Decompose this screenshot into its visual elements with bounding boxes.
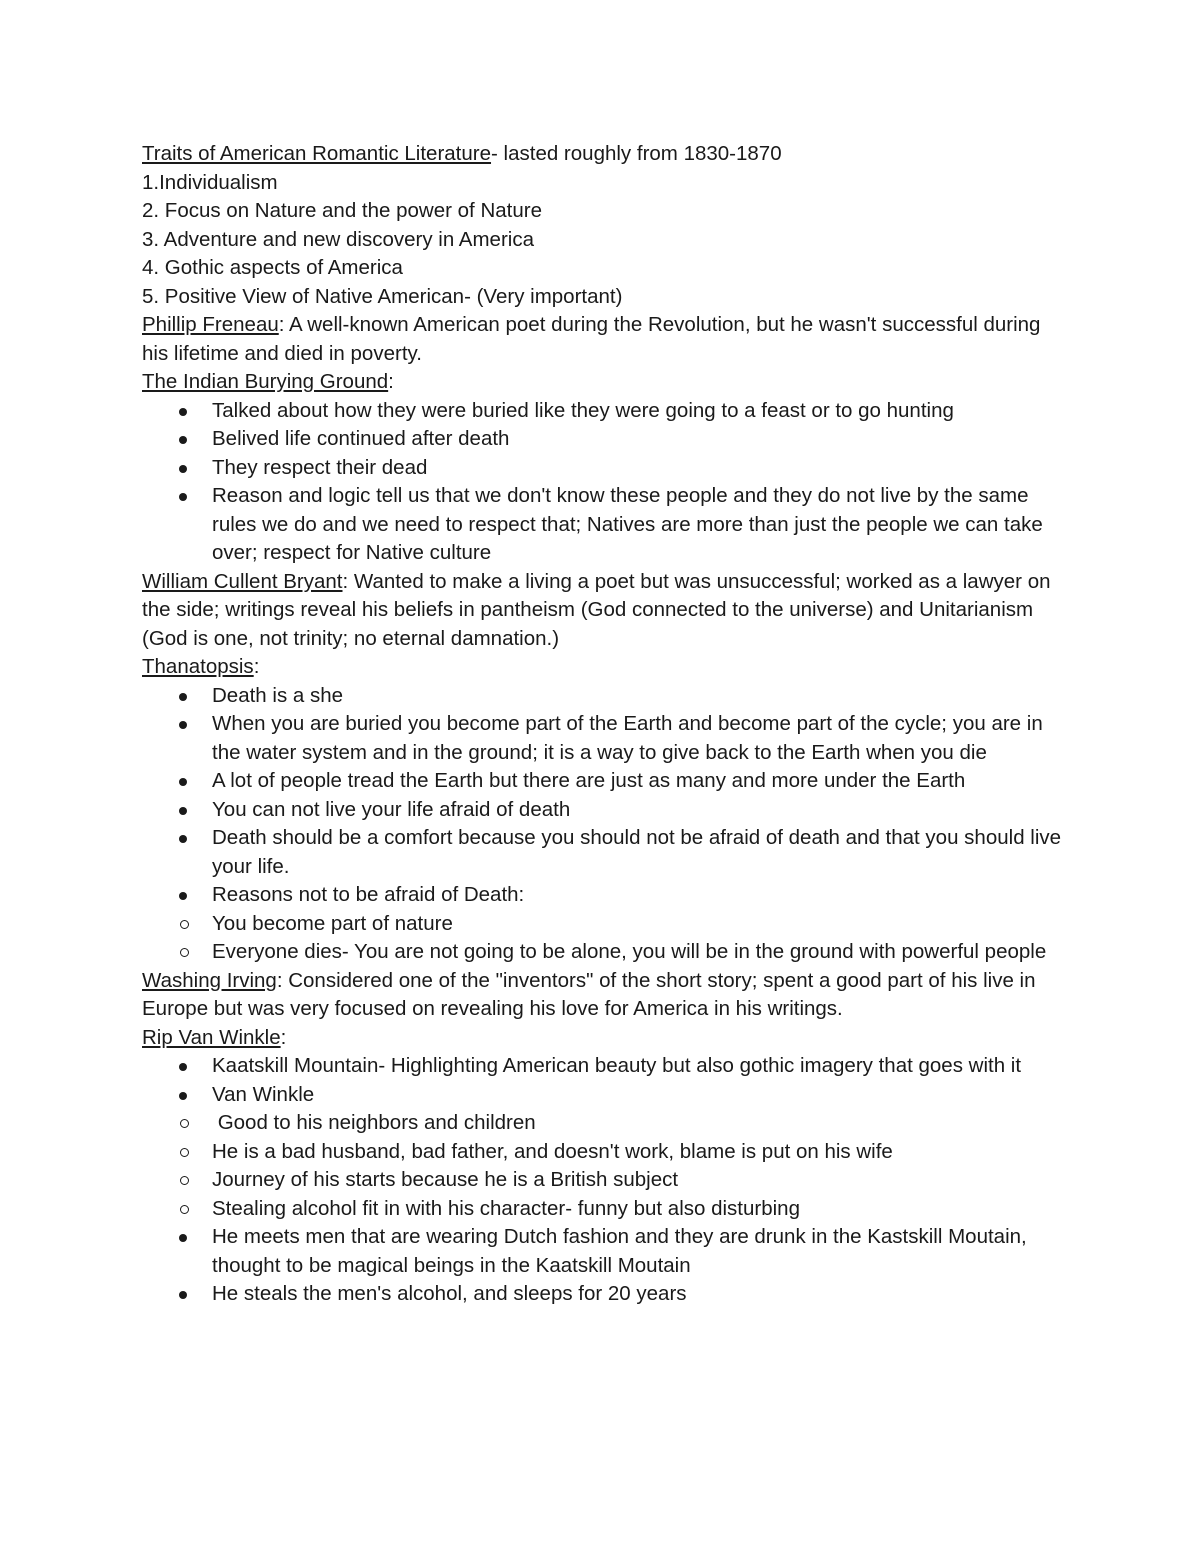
work-title-thanatopsis: Thanatopsis:	[142, 655, 260, 678]
bullet-list	[142, 1223, 1072, 1309]
work-title-indian-burying-ground: The Indian Burying Ground:	[142, 370, 394, 393]
bullet-item: Talked about how they were buried like they were going to a feast or to go hunting	[142, 397, 1072, 426]
author-description: : Considered one of the "inventors" of the short story; spent a good part of his live in Europe but was very focused on revealing his love for America in his writings.	[142, 968, 1036, 1020]
trait-item: 5. Positive View of Native American- (Very important)	[142, 284, 623, 308]
author-freneau	[142, 311, 1072, 368]
bullet-item: They respect their dead	[142, 454, 1072, 483]
bullet-item: He meets men that are wearing Dutch fashion and they are drunk in the Kastskill Moutain, thought to be magical beings in the Kaatskill Moutain	[142, 1223, 1072, 1280]
bullet-item: Death is a she	[142, 682, 1072, 711]
sub-bullet-item: Good to his neighbors and children	[142, 1109, 1072, 1138]
trait-item: 2. Focus on Nature and the power of Nature	[142, 199, 542, 222]
sub-bullet-item: Everyone dies- You are not going to be alone, you will be in the ground with powerful people	[142, 938, 1072, 967]
author-name: William Cullent Bryant	[142, 569, 343, 593]
nested-list-wrapper	[142, 910, 1072, 967]
bullet-item: He steals the men's alcohol, and sleeps for 20 years	[142, 1280, 1072, 1309]
bullet-list	[142, 682, 1072, 910]
bullet-list	[142, 1052, 1072, 1109]
sub-bullet-list	[142, 1109, 1072, 1223]
author-irving	[142, 967, 1072, 1024]
sub-bullet-item: You become part of nature	[142, 910, 1072, 939]
sub-bullet-list	[142, 910, 1072, 967]
bullet-item: Van Winkle	[142, 1081, 1072, 1110]
work-title: The Indian Burying Ground	[142, 370, 389, 393]
work-title: Rip Van Winkle	[142, 1025, 281, 1049]
bullet-item: Reason and logic tell us that we don't know these people and they do not live by the same rules we do and we need to respect that; Natives are more than just the people we can take over; respect for Native culture	[142, 482, 1072, 568]
trait-item: 3. Adventure and new discovery in America	[142, 227, 534, 251]
sub-bullet-item: He is a bad husband, bad father, and doesn't work, blame is put on his wife	[142, 1138, 1072, 1167]
nested-container	[142, 1109, 1072, 1223]
trait-item: 4. Gothic aspects of America	[142, 256, 403, 279]
sub-bullet-item: Stealing alcohol fit in with his character- funny but also disturbing	[142, 1195, 1072, 1224]
bullet-item: Kaatskill Mountain- Highlighting American beauty but also gothic imagery that goes with it	[142, 1052, 1072, 1081]
trait-item: 1.Individualism	[142, 170, 278, 194]
nested-list-wrapper	[142, 1109, 1072, 1223]
bullet-item: Reasons not to be afraid of Death:	[142, 881, 1072, 910]
work-title-rip-van-winkle: Rip Van Winkle:	[142, 1025, 287, 1049]
author-name: Phillip Freneau	[142, 313, 279, 336]
bullet-item: Belived life continued after death	[142, 425, 1072, 454]
sub-bullet-item: Journey of his starts because he is a British subject	[142, 1166, 1072, 1195]
bullet-list	[142, 397, 1072, 568]
bullet-item: You can not live your life afraid of death	[142, 796, 1072, 825]
author-bryant	[142, 568, 1072, 654]
bullet-item: When you are buried you become part of the Earth and become part of the cycle; you are in the water system and in the ground; it is a way to give back to the Earth when you die	[142, 710, 1072, 767]
work-title: Thanatopsis	[142, 655, 254, 678]
author-description: : A well-known American poet during the Revolution, but he wasn't successful during his lifetime and died in poverty.	[142, 313, 1041, 365]
bullet-item: Death should be a comfort because you should not be afraid of death and that you should live your life.	[142, 824, 1072, 881]
author-description: : Wanted to make a living a poet but was unsuccessful; worked as a lawyer on the side; writings reveal his beliefs in pantheism (God connected to the universe) and Unitarianism (God is one, not trinity; no eternal damnation.)	[142, 569, 1051, 650]
heading-underlined-title: Traits of American Romantic Literature	[142, 142, 492, 165]
bullet-item: A lot of people tread the Earth but there are just as many and more under the Earth	[142, 767, 1072, 796]
author-name: Washing Irving	[142, 968, 277, 992]
document-heading	[142, 140, 1072, 169]
heading-date-range: - lasted roughly from 1830-1870	[491, 142, 782, 165]
document-page	[142, 140, 1072, 1309]
nested-container	[142, 910, 1072, 967]
